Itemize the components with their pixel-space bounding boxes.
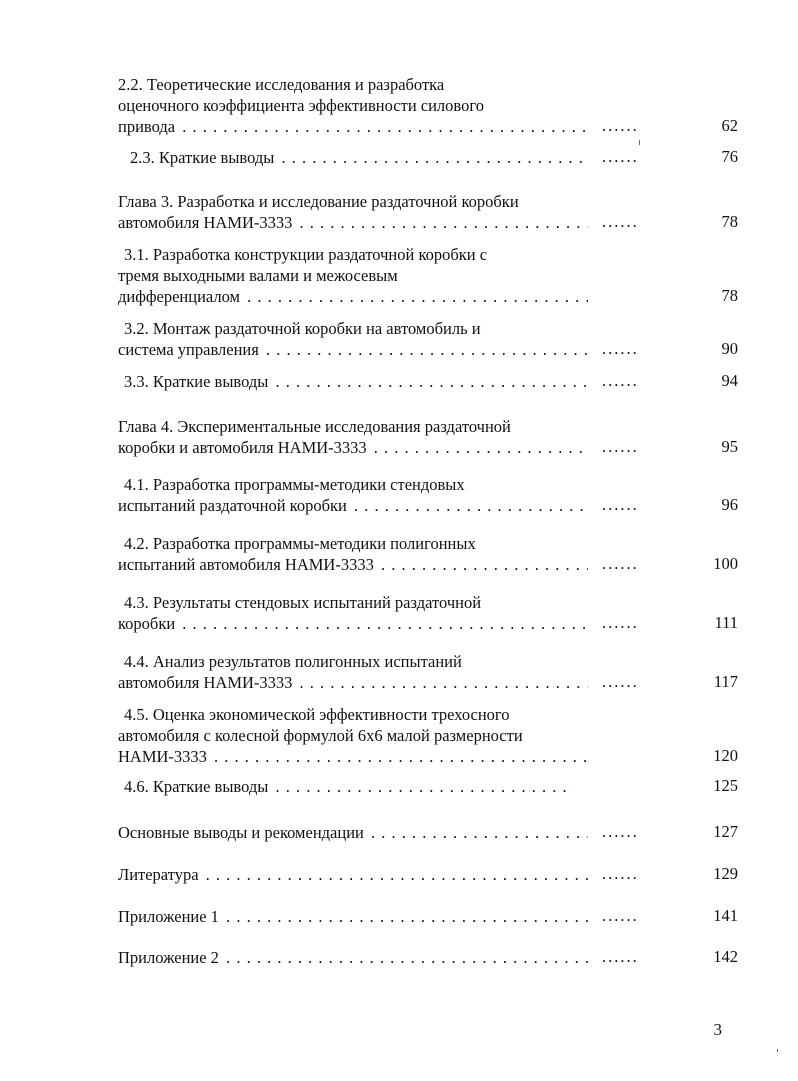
toc-page-number: 111: [714, 613, 738, 632]
toc-line: Глава 3. Разработка и исследование раздаточной коробки: [118, 192, 519, 211]
leader-dots: ......: [602, 437, 639, 456]
toc-page-number: 78: [721, 286, 738, 305]
toc-line: оценочного коэффициента эффективности силового: [118, 96, 484, 115]
toc-page-number: 95: [721, 437, 738, 456]
toc-line: автомобиля НАМИ-3333: [118, 673, 293, 692]
toc-line: дифференциалом: [118, 287, 240, 306]
leader-dots: ......: [602, 147, 639, 166]
leader-dots: ......: [602, 672, 639, 691]
toc-line: Глава 4. Экспериментальные исследования раздаточной: [118, 417, 511, 436]
toc-line: Литература: [118, 865, 199, 884]
toc-line: автомобиля НАМИ-3333: [118, 213, 293, 232]
toc-page-number: 78: [721, 212, 738, 231]
leader-dots: ......: [602, 906, 639, 925]
scan-speck: [777, 1049, 778, 1052]
toc-line: автомобиля с колесной формулой 6х6 малой размерности: [118, 726, 523, 745]
toc-page-number: 129: [713, 864, 738, 883]
toc-line: 2.3. Краткие выводы: [130, 148, 275, 167]
toc-page-number: 120: [713, 746, 738, 765]
toc-line: Основные выводы и рекомендации: [118, 823, 364, 842]
toc-line: 3.1. Разработка конструкции раздаточной коробки с: [124, 245, 488, 264]
leader-dots: ......: [602, 339, 639, 358]
toc-page-number: 141: [713, 906, 738, 925]
toc-line: привода: [118, 117, 176, 136]
toc-line: 4.3. Результаты стендовых испытаний раздаточной: [124, 593, 482, 612]
scan-speck: [639, 140, 640, 145]
toc-page-number: 117: [713, 672, 738, 691]
toc-line: тремя выходными валами и межосевым: [118, 266, 398, 285]
toc-page-number: 94: [721, 371, 738, 390]
leader-dots: ......: [602, 116, 639, 135]
toc-line: Приложение 2: [118, 948, 219, 967]
toc-page-number: 76: [721, 147, 738, 166]
leader-dots: ......: [602, 822, 639, 841]
toc-page-number: 62: [721, 116, 738, 135]
leader-dots: ......: [602, 947, 639, 966]
toc-line: система управления: [118, 340, 259, 359]
toc-line: испытаний автомобиля НАМИ-3333: [118, 555, 374, 574]
toc-page-number: 100: [713, 554, 738, 573]
toc-line: 4.1. Разработка программы-методики стендовых: [124, 475, 465, 494]
toc-page-number: 90: [721, 339, 738, 358]
toc-line: НАМИ-3333: [118, 747, 207, 766]
toc-page-number: 125: [713, 776, 738, 795]
toc-line: 4.2. Разработка программы-методики полигонных: [124, 534, 476, 553]
leader-dots: ......: [602, 613, 639, 632]
toc-line: 4.6. Краткие выводы: [124, 777, 269, 796]
toc-line: 4.4. Анализ результатов полигонных испытаний: [124, 652, 462, 671]
toc-line: 3.2. Монтаж раздаточной коробки на автомобиль и: [124, 319, 481, 338]
leader-dots: ......: [602, 371, 639, 390]
leader-dots: ......: [602, 864, 639, 883]
leader-dots: ......: [602, 554, 639, 573]
toc-line: испытаний раздаточной коробки: [118, 496, 347, 515]
toc-line: 2.2. Теоретические исследования и разработка: [118, 75, 445, 94]
leader-dots: ......: [602, 495, 639, 514]
toc-page-number: 96: [721, 495, 738, 514]
toc-page-number: 142: [713, 947, 738, 966]
toc-line: Приложение 1: [118, 907, 219, 926]
leader-dots: ......: [602, 212, 639, 231]
toc-line: коробки и автомобиля НАМИ-3333: [118, 438, 367, 457]
page-number: 3: [713, 1020, 722, 1039]
toc-line: 3.3. Краткие выводы: [124, 372, 269, 391]
toc-line: 4.5. Оценка экономической эффективности трехосного: [124, 705, 510, 724]
toc-line: коробки: [118, 614, 176, 633]
toc-page-number: 127: [713, 822, 738, 841]
